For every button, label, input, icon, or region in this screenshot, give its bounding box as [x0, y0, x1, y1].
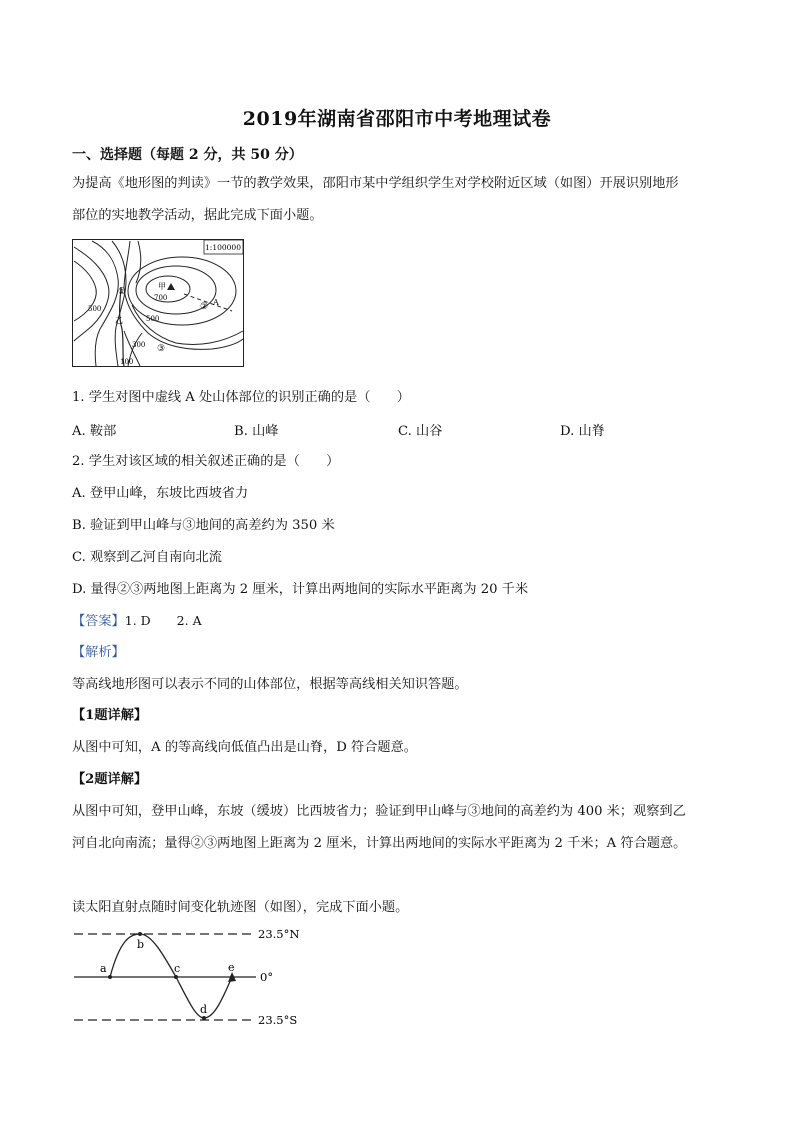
- analysis-text: 等高线地形图可以表示不同的山体部位，根据等高线相关知识答题。: [72, 677, 468, 692]
- page-title: 2019年湖南省邵阳市中考地理试卷: [242, 108, 552, 130]
- detail-1-text: 从图中可知，A 的等高线向低值凸出是山脊，D 符合题意。: [72, 740, 417, 755]
- detail-2-line-2: 河自北向南流；量得②③两地图上距离为 2 厘米，计算出两地间的实际水平距离为 2 千米；A 符合题意。: [72, 836, 687, 851]
- detail-1-tag: 【1题详解】: [72, 708, 148, 723]
- q1-option-a: A. 鞍部: [72, 424, 117, 439]
- question-2-stem: 2. 学生对该区域的相关叙述正确的是（ ）: [72, 454, 340, 469]
- label-point-3: ③: [157, 344, 166, 354]
- question-3-intro: 读太阳直射点随时间变化轨迹图（如图），完成下面小题。: [72, 900, 409, 915]
- point-e: [230, 975, 234, 979]
- q2-option-c: C. 观察到乙河自南向北流: [72, 550, 222, 565]
- q2-option-a: A. 登甲山峰，东坡比西坡省力: [72, 486, 249, 501]
- label-300: 300: [132, 341, 146, 349]
- question-1-stem: 1. 学生对图中虚线 A 处山体部位的识别正确的是（ ）: [72, 390, 410, 405]
- map-scale: 1:100000: [205, 243, 241, 252]
- detail-2-tag: 【2题详解】: [72, 772, 148, 787]
- intro-line-1: 为提高《地形图的判读》一节的教学效果，邵阳市某中学组织学生对学校附近区域（如图）开展识别地形: [72, 176, 679, 191]
- answer-1: 1. D: [124, 613, 151, 628]
- section-heading: 一、选择题（每题 2 分，共 50 分）: [72, 147, 303, 163]
- point-b: [138, 932, 142, 936]
- q1-option-c: C. 山谷: [398, 424, 443, 439]
- label-700: 700: [154, 294, 168, 302]
- label-b: b: [137, 938, 145, 951]
- label-a: A: [213, 298, 219, 307]
- q2-option-b: B. 验证到甲山峰与③地间的高差约为 350 米: [72, 518, 335, 533]
- label-equator: 0°: [260, 970, 274, 984]
- q1-option-d: D. 山脊: [560, 424, 605, 439]
- label-jia: 甲: [158, 282, 166, 291]
- label-lat-s: 23.5°S: [258, 1013, 298, 1027]
- sun-path-chart: [70, 920, 310, 1028]
- label-c: c: [174, 962, 181, 975]
- answer-2: 2. A: [176, 613, 202, 628]
- label-point-2: ②: [200, 302, 209, 312]
- label-lat-n: 23.5°N: [258, 927, 300, 941]
- point-c: [174, 975, 178, 979]
- label-100: 100: [120, 358, 134, 366]
- analysis-tag: 【解析】: [72, 645, 125, 660]
- sun-path-curve: [110, 934, 232, 1018]
- label-500-east: 500: [146, 315, 160, 323]
- label-a: a: [100, 962, 107, 975]
- label-d: d: [200, 1003, 208, 1016]
- answer-tag: 【答案】: [72, 614, 125, 629]
- intro-line-2: 部位的实地教学活动，据此完成下面小题。: [72, 208, 323, 223]
- point-a: [108, 975, 112, 979]
- q2-option-d: D. 量得②③两地图上距离为 2 厘米，计算出两地间的实际水平距离为 20 千米: [72, 582, 529, 597]
- topographic-map: [72, 239, 244, 367]
- point-d: [202, 1016, 206, 1020]
- label-yi: 乙: [115, 316, 123, 325]
- label-point-1: ①: [118, 287, 127, 297]
- detail-2-line-1: 从图中可知，登甲山峰，东坡（缓坡）比西坡省力；验证到甲山峰与③地间的高差约为 400 米；观察到乙: [72, 804, 686, 819]
- sun-path-figure: [70, 920, 310, 1028]
- label-e: e: [228, 961, 235, 974]
- topographic-map-figure: [72, 239, 244, 367]
- q1-option-b: B. 山峰: [234, 424, 279, 439]
- label-500-west: 500: [88, 305, 102, 313]
- answer-line: [72, 611, 202, 632]
